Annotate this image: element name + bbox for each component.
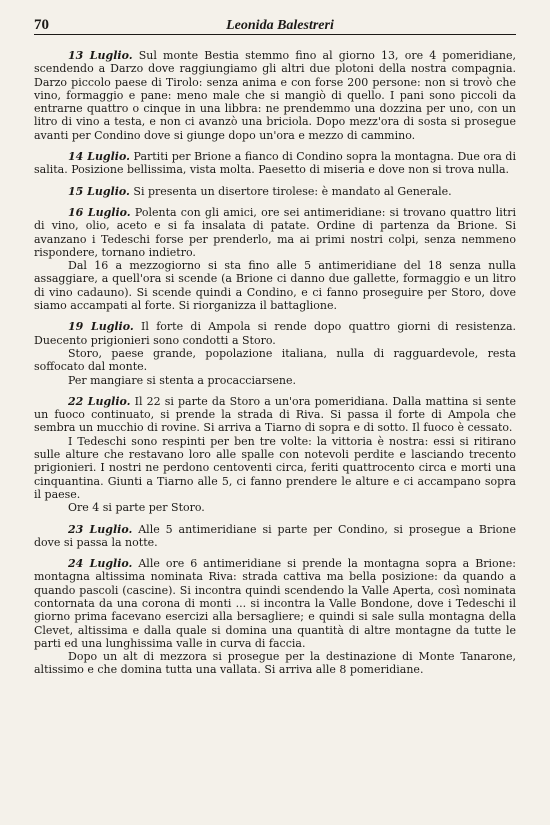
entry-text: Ore 4 si parte per Storo. [68,501,205,515]
entry-paragraph [34,523,516,550]
entry-text: Per mangiare si stenta a procacciarsene. [68,373,297,387]
entry-text: I Tedeschi sono respinti per ben tre volte: la vittoria è nostra: essi si ritirano sulle alture che restavano loro alle spalle con notevoli perdite e lasciando trecento prigionieri. I nostri ne perdono centoventi circa, feriti quattrocento circa e morti una cinquantina. Giunti a Tiarno alle 5, ci fanno prendere le alture e ci accampano sopra il paese. [34,434,516,501]
entry-paragraph [34,650,516,677]
entry-date: 23 Luglio. [68,522,133,536]
entry-date: 19 Luglio. [68,320,134,334]
entry-text: Il 22 si parte da Storo a un'ora pomeridiana. Dalla mattina si sente un fuoco continuato, si prende la strada di Riva. Si passa il forte di Ampola che sembra un mucchio di rovine. Si arriva a Tiarno di sopra e di sotto. Il fuoco è cessato. [34,394,516,435]
diary-entry [34,523,516,550]
entry-paragraph [34,374,516,387]
entry-date: 15 Luglio. [68,184,130,198]
entry-text: Storo, paese grande, popolazione italiana, nulla di ragguardevole, resta soffocato dal monte. [34,346,516,374]
entry-paragraph [34,320,516,347]
entry-text: Alle ore 6 antimeridiane si prende la montagna sopra a Brione: montagna altissima nominata Riva: strada cattiva ma bella posizione: da quando a quando pascoli (cascine). Si incontra quindi scendendo la Valle Aperta, così nominata contornata da una corona di monti ... si incontra la Valle Bondone, dove i Tedeschi il giorno prima facevano esercizi alla bersagliere; e quindi si sale sulla montagna della Clevet, altissima e dalla quale si domina una quantità di altre montagne da tutte le parti ed una lunghissima valle in curva di faccia. [34,557,516,650]
diary-entry [34,49,516,142]
entry-paragraph [34,259,516,312]
entry-paragraph [34,206,516,259]
entry-text: Polenta con gli amici, ore sei antimeridiane: si trovano quattro litri di vino, olio, aceto e si fa insalata di patate. Ordine di partenza da Brione. Si avanzano i Tedeschi forse per prenderlo, ma ai primi nostri colpi, senza nemmeno rispondere, tornano indietro. [34,205,516,259]
diary-entry [34,206,516,312]
entry-paragraph [34,150,516,177]
diary-entry [34,320,516,386]
entry-paragraph [34,185,516,198]
page-header [34,8,516,35]
entry-text: Partiti per Brione a fianco di Condino sopra la montagna. Due ora di salita. Posizione bellissima, vista molta. Paesetto di miseria e dove non si trova nulla. [34,150,516,177]
entry-text: Si presenta un disertore tirolese: è mandato al Generale. [133,184,452,198]
entry-paragraph [34,395,516,435]
diary-entry [34,395,516,515]
page-number: 70 [34,17,49,33]
diary-entry [34,185,516,198]
entry-text: Sul monte Bestia stemmo fino al giorno 13, ore 4 pomeridiane, scendendo a Darzo dove raggiungiamo gli altri due plotoni della nostra compagnia. Darzo piccolo paese di Tirolo: senza anima e con forse 200 persone: non si trovò che vino, formaggio e pane: meno male che si mangiò di quello. I pani sono piccoli da entrarne quattro o cinque in una libbra: ne prendemmo una dozzina per uno, con un litro di vino a testa, e non ci avanzò una briciola. Dopo mezz'ora di sosta si prosegue avanti per Condino dove si giunge dopo un'ora e mezzo di cammino. [34,49,516,142]
entry-paragraph [34,557,516,650]
diary-entry [34,150,516,177]
entry-text: Dopo un alt di mezzora si prosegue per la destinazione di Monte Tanarone, altissimo e che domina tutta una vallata. Si arriva alle 8 pomeridiane. [34,650,516,677]
entry-text: Alle 5 antimeridiane si parte per Condino, si prosegue a Brione dove si passa la notte. [34,522,516,549]
entry-date: 13 Luglio. [68,49,133,62]
entry-date: 24 Luglio. [68,557,133,571]
entry-text: Il forte di Ampola si rende dopo quattro giorni di resistenza. Duecento prigionieri sono condotti a Storo. [34,320,516,347]
diary-entry [34,557,516,677]
entry-paragraph [34,49,516,142]
running-head: Leonida Balestreri [226,18,334,33]
entry-date: 14 Luglio. [68,150,130,164]
entry-paragraph [34,435,516,501]
diary-entries [34,49,516,677]
entry-date: 22 Luglio. [68,394,131,408]
entry-paragraph [34,501,516,514]
entry-paragraph [34,347,516,374]
entry-date: 16 Luglio. [68,205,131,219]
entry-text: Dal 16 a mezzogiorno si sta fino alle 5 antimeridiane del 18 senza nulla assaggiare, a quell'ora si scende (a Brione ci danno due gallette, formaggio e un litro di vino cadauno). Si scende quindi a Condino, e ci fanno proseguire per Storo, dove siamo accampati al forte. Si riorganizza il battaglione. [34,259,516,313]
